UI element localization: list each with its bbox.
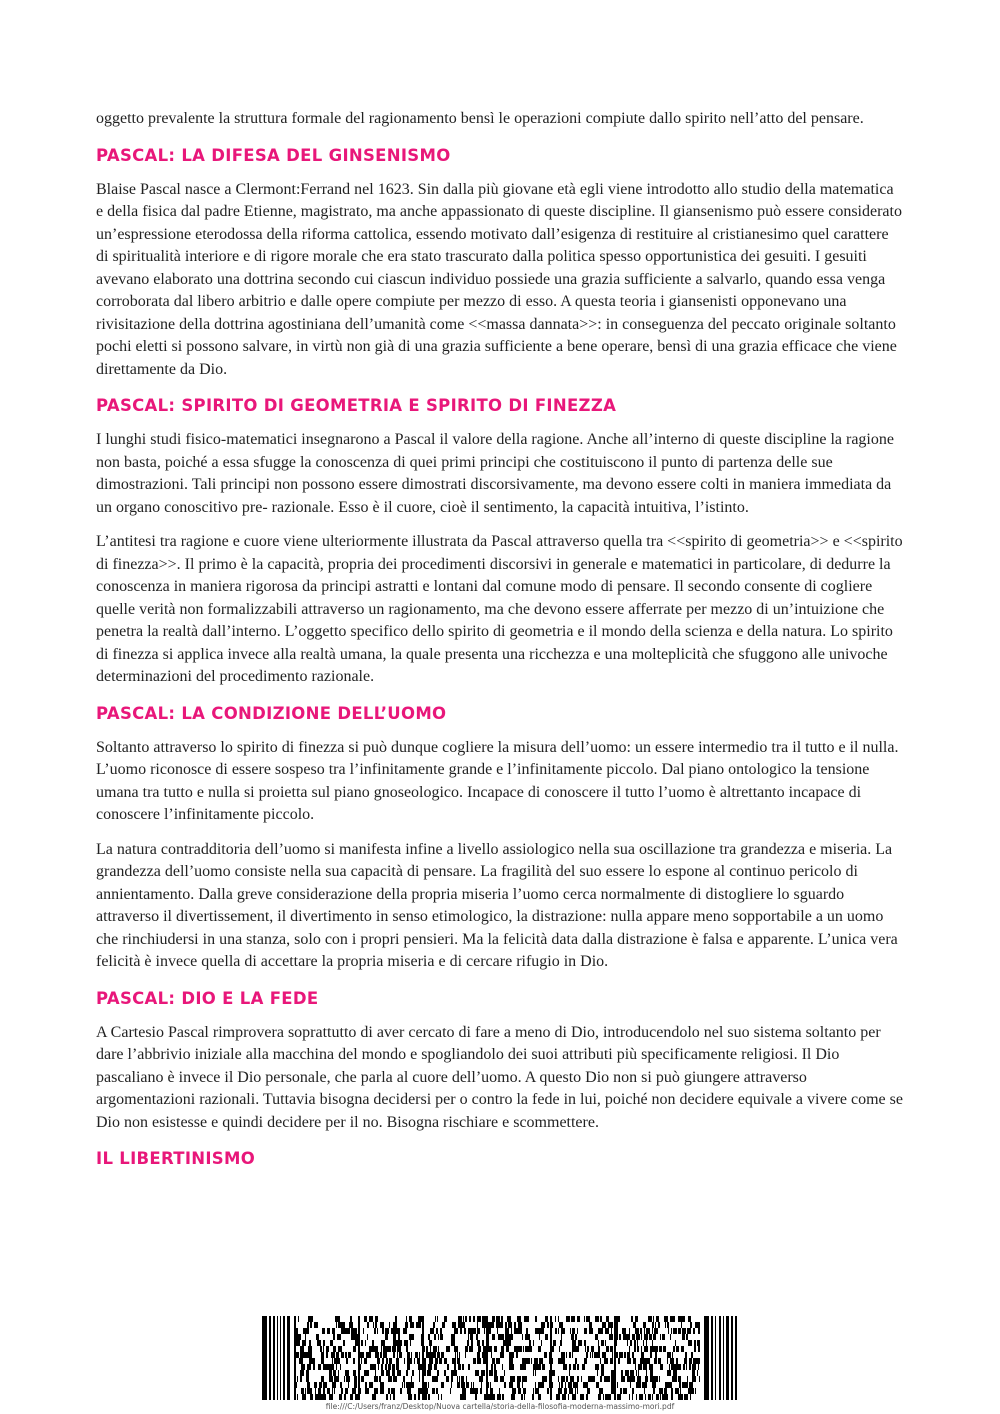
paragraph-giansenismo: Blaise Pascal nasce a Clermont:Ferrand nel 1623. Sin dalla più giovane età egli viene introdotto allo studio della matematica e della fisica dal padre Etienne, magistrato, ma anche appassionato di queste discipline. Il giansenismo può essere considerato un’espressione eterodossa della riforma cattolica, essendo motivato dall’esigenza di restituire al cristianesimo quel carattere di spiritualità interiore e di rigore morale che era stato trascurato dalla politica spesso opportunistica dei gesuiti. I gesuiti avevano elaborato una dottrina secondo cui ciascun individuo possiede una grazia sufficiente a salvarlo, quando essa venga corroborata dal libero arbitrio e dalle opere compiute per mezzo di esso. A questa teoria i giansenisti opponevano una rivisitazione della dottrina agostiniana dell’umanità come <<massa dannata>>: in conseguenza del peccato originale soltanto pochi eletti si possono salvare, in virtù non già di una grazia sufficiente a bene operare, bensì di una grazia efficace che viene direttamente da Dio.: [96, 180, 902, 378]
heading-dio-fede: PASCAL: DIO E LA FEDE: [96, 988, 319, 1008]
document-page: [96, 108, 904, 1182]
heading-difesa-giansenismo: PASCAL: LA DIFESA DEL GINSENISMO: [96, 145, 451, 165]
heading-condizione-uomo: PASCAL: LA CONDIZIONE DELL’UOMO: [96, 703, 447, 723]
paragraph-natura-contradditoria: La natura contradditoria dell’uomo si manifesta infine a livello assiologico nella sua oscillazione tra grandezza e miseria. La grandezza dell’uomo consiste nella sua capacità di pensare. La fragilità del suo essere lo espone al continuo pericolo di annientamento. Dalla greve considerazione della propria miseria l’uomo cerca normalmente di distogliere lo sguardo attraverso il divertissement, il divertimento in senso etimologico, la distrazione: nulla appare meno sopportabile a un uomo che rinchiudersi in una stanza, solo con i propri pensieri. Ma la felicità data dalla distrazione è falsa e apparente. L’unica vera felicità è invece quella di accettare la propria miseria e di cercare rifugio in Dio.: [96, 840, 898, 970]
paragraph-intro: oggetto prevalente la struttura formale del ragionamento bensì le operazioni compiute dallo spirito nell’atto del pensare.: [96, 110, 864, 127]
page-footer: [0, 1316, 1000, 1414]
paragraph-misura-uomo: Soltanto attraverso lo spirito di finezza si può dunque cogliere la misura dell’uomo: un essere intermedio tra il tutto e il nulla. L’uomo riconosce di essere sospeso tra l’infinitamente grande e l’infinitamente piccolo. Dal piano ontologico la tensione umana tra tutto e nulla si proietta sul piano gnoseologico. Incapace di conoscere il tutto l’uomo è altrettanto incapace di conoscere l’infinitamente piccolo.: [96, 738, 899, 823]
heading-libertinismo: IL LIBERTINISMO: [96, 1149, 256, 1168]
footer-file-path: file:///C:/Users/franz/Desktop/Nuova cartella/storia-della-filosofia-moderna-massimo-mori.pdf: [325, 1402, 675, 1411]
paragraph-studi-fisico-matematici: I lunghi studi fisico-matematici insegnarono a Pascal il valore della ragione. Anche all’interno di queste discipline la ragione non basta, poiché a essa sfugge la conoscenza di quei primi principi che costituiscono il punto di partenza delle sue dimostrazioni. Tali principi non possono essere dimostrati discorsivamente, ma devono essere colti in maniera immediata da un organo conoscitivo pre- razionale. Esso è il cuore, cioè il sentimento, la capacità intuitiva, l’istinto.: [96, 431, 894, 516]
heading-spirito-geometria-finezza: PASCAL: SPIRITO DI GEOMETRIA E SPIRITO DI FINEZZA: [96, 396, 617, 415]
barcode-image: [262, 1316, 737, 1400]
paragraph-antitesi-ragione-cuore: L’antitesi tra ragione e cuore viene ulteriormente illustrata da Pascal attraverso quella tra <<spirito di geometria>> e <<spirito di finezza>>. Il primo è la capacità, propria dei procedimenti discorsivi in generale e matematici in particolare, di dedurre la conoscenza in maniera rigorosa da principi astratti e lontani dal comune modo di pensare. Il secondo consente di cogliere quelle verità non formalizzabili attraverso un ragionamento, ma che devono essere afferrate per mezzo di un’intuizione che penetra la realtà dall’interno. L’oggetto specifico dello spirito di geometria e il mondo della scienza e della natura. Lo spirito di finezza si applica invece alla realtà umana, la quale presenta una ricchezza e una molteplicità che sfuggono alle univoche determinazioni del procedimento razionale.: [96, 533, 903, 685]
paragraph-cartesio-pascal: A Cartesio Pascal rimprovera soprattutto di aver cercato di fare a meno di Dio, introducendolo nel suo sistema soltanto per dare l’abbrivio iniziale alla macchina del mondo e spogliandolo dei suoi attributi più specificamente religiosi. Il Dio pascaliano è invece il Dio personale, che parla al cuore dell’uomo. A questo Dio non si può giungere attraverso argomentazioni razionali. Tuttavia bisogna decidersi per o contro la fede in lui, poiché non decidere equivale a vivere come se Dio non esistesse e quindi decidere per il no. Bisogna rischiare e scommettere.: [96, 1023, 903, 1131]
